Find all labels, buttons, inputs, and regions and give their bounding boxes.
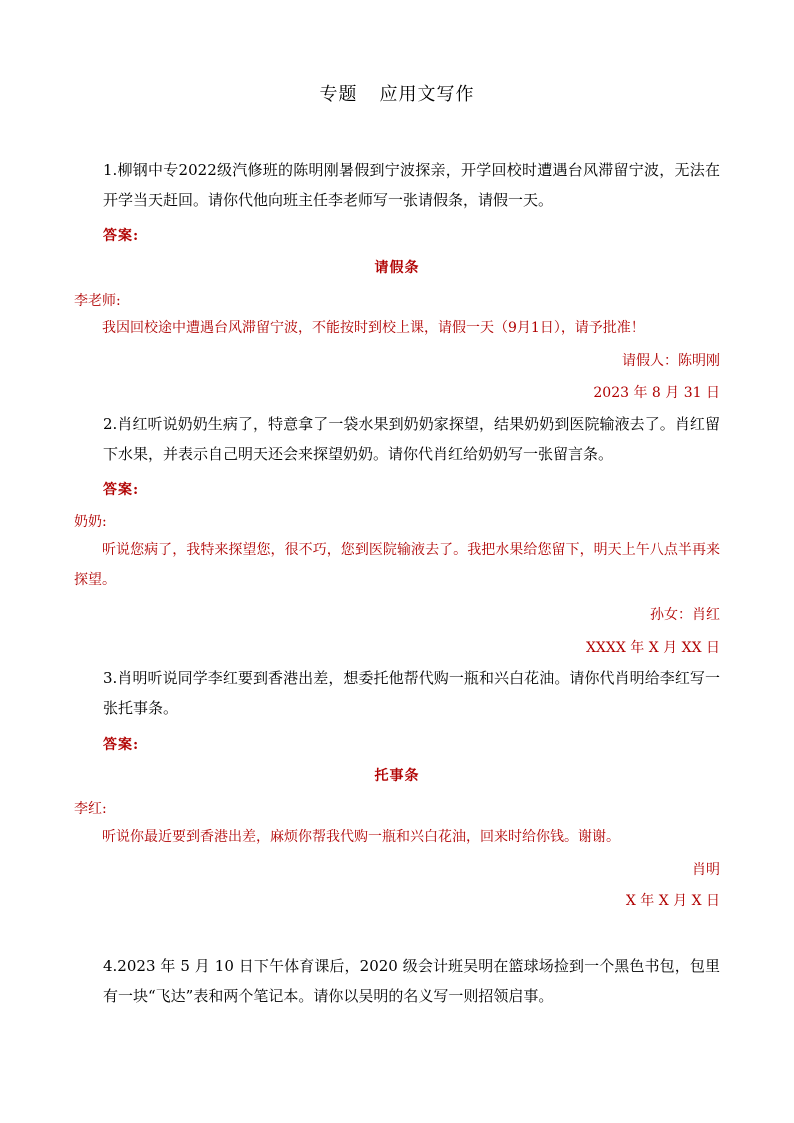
q3-signer: 肖明	[692, 862, 720, 878]
answer-label-2: 答案:	[103, 482, 140, 498]
question-1: 1.柳钢中专2022级汽修班的陈明刚暑假到宁波探亲，开学回校时遭遇台风滞留宁波，无法在开学当天赶回。请你代他向班主任李老师写一张请假条，请假一天。	[103, 161, 720, 209]
question-3: 3.肖明听说同学李红要到香港出差，想委托他帮代购一瓶和兴白花油。请你代肖明给李红写一张托事条。	[103, 669, 720, 717]
leave-note-heading: 请假条	[374, 260, 420, 276]
answer-label-1: 答案:	[103, 228, 140, 244]
entrust-note-heading: 托事条	[374, 768, 420, 784]
q1-salutation: 李老师:	[74, 293, 121, 309]
q2-date: XXXX 年 X 月 XX 日	[585, 640, 720, 656]
page-title	[0, 80, 794, 106]
q1-date: 2023 年 8 月 31 日	[593, 385, 720, 401]
answer-label-3: 答案:	[103, 737, 140, 753]
q2-body: 听说您病了，我特来探望您，很不巧，您到医院输液去了。我把水果给您留下，明天上午八点半再来探望。	[74, 542, 720, 588]
q1-body: 我因回校途中遭遇台风滞留宁波，不能按时到校上课，请假一天（9月1日），请予批准！	[102, 320, 645, 336]
q2-salutation: 奶奶:	[74, 514, 107, 530]
q2-signer: 孙女：肖红	[650, 607, 720, 623]
q3-date: X 年 X 月 X 日	[625, 893, 720, 909]
question-2: 2.肖红听说奶奶生病了，特意拿了一袋水果到奶奶家探望，结果奶奶到医院输液去了。肖红留下水果，并表示自己明天还会来探望奶奶。请你代肖红给奶奶写一张留言条。	[103, 415, 720, 463]
question-4: 4.2023 年 5 月 10 日下午体育课后，2020 级会计班吴明在篮球场捡到一个黑色书包，包里有一块“飞达”表和两个笔记本。请你以吴明的名义写一则招领启事。	[103, 957, 720, 1005]
q3-salutation: 李红:	[74, 801, 107, 817]
title-part2: 应用文写作	[379, 84, 475, 105]
title-part1: 专题	[319, 84, 358, 105]
q1-signer: 请假人：陈明刚	[622, 353, 720, 369]
q3-body: 听说你最近要到香港出差，麻烦你帮我代购一瓶和兴白花油，回来时给你钱。谢谢。	[102, 829, 620, 845]
